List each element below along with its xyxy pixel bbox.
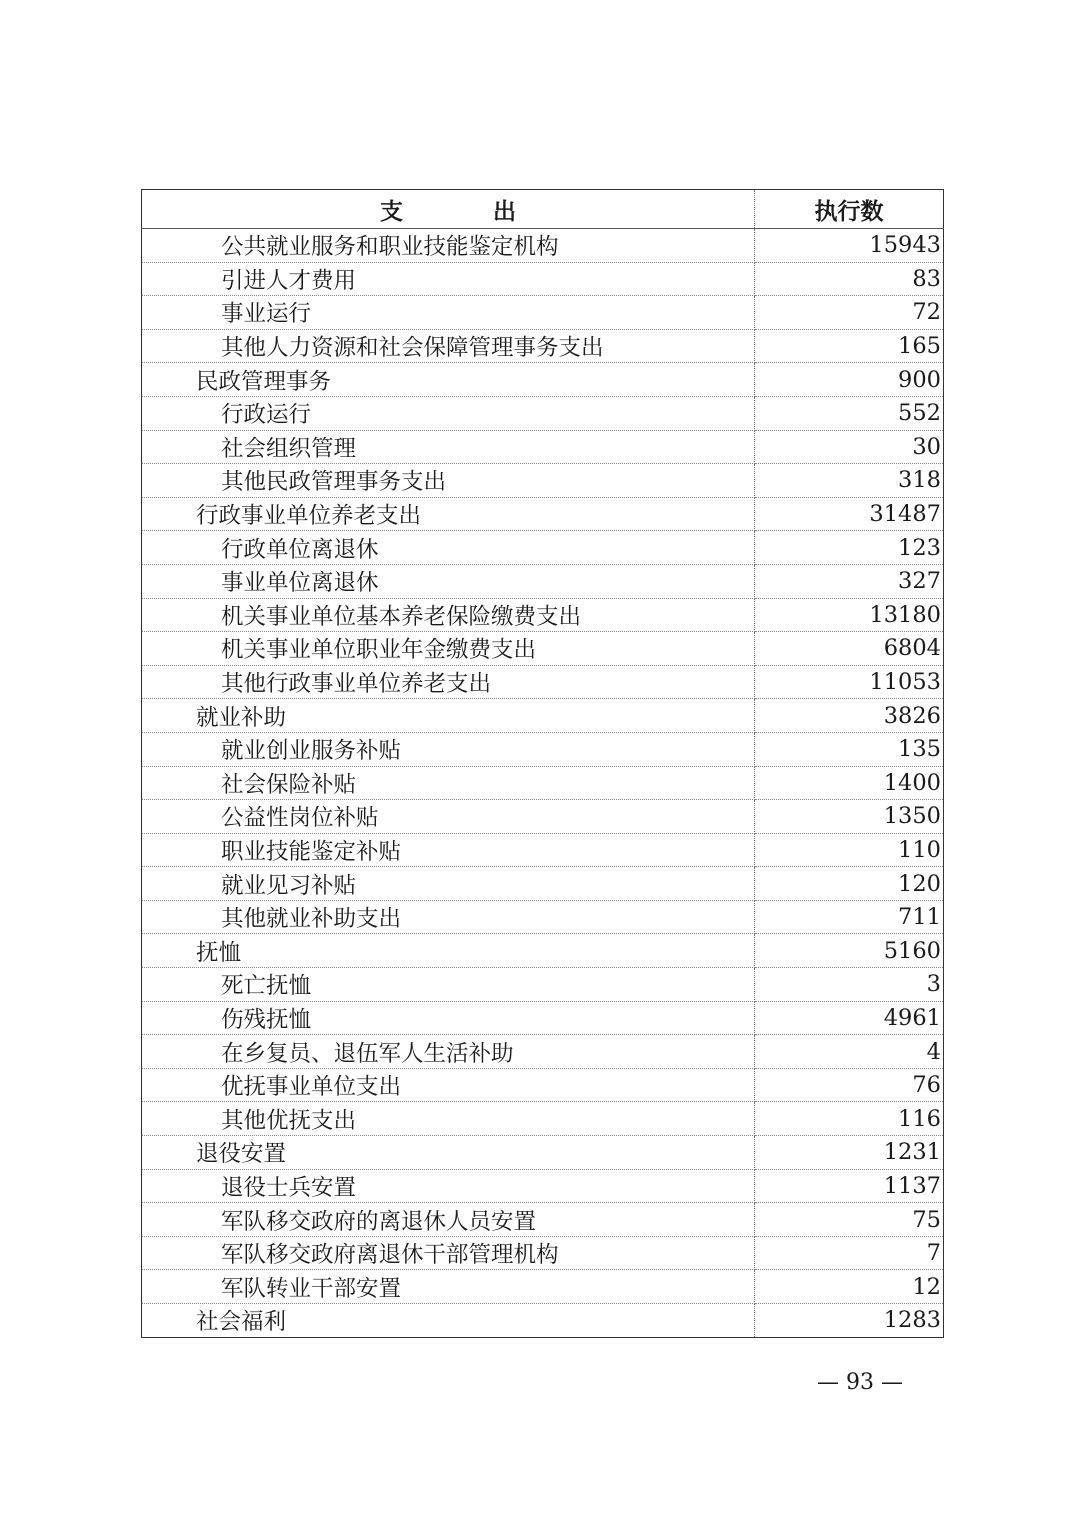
table-row [142, 464, 944, 498]
amount-cell: 120 [755, 867, 944, 901]
table-row [142, 632, 944, 666]
category-name-cell: 退役安置 [142, 1136, 755, 1170]
amount-cell: 552 [755, 396, 944, 430]
item-name-cell: 死亡抚恤 [142, 968, 755, 1002]
item-name-cell: 就业创业服务补贴 [142, 732, 755, 766]
amount-cell: 30 [755, 430, 944, 464]
table-row [142, 296, 944, 330]
amount-cell: 327 [755, 564, 944, 598]
amount-cell: 75 [755, 1203, 944, 1237]
category-name-cell: 行政事业单位养老支出 [142, 497, 755, 531]
table-row [142, 1236, 944, 1270]
table-header-row [142, 190, 944, 229]
table-row [142, 1136, 944, 1170]
expenditure-table [141, 189, 944, 1338]
category-name-cell: 民政管理事务 [142, 363, 755, 397]
table-row [142, 1169, 944, 1203]
table-row [142, 396, 944, 430]
amount-cell: 135 [755, 732, 944, 766]
table-row [142, 1068, 944, 1102]
amount-cell: 83 [755, 262, 944, 296]
item-name-cell: 其他民政管理事务支出 [142, 464, 755, 498]
amount-cell: 12 [755, 1270, 944, 1304]
table-row [142, 1304, 944, 1338]
table-row [142, 1001, 944, 1035]
item-name-cell: 行政单位离退休 [142, 531, 755, 565]
amount-cell: 110 [755, 833, 944, 867]
table-row [142, 867, 944, 901]
amount-cell: 72 [755, 296, 944, 330]
amount-cell: 711 [755, 900, 944, 934]
table-row [142, 564, 944, 598]
item-name-cell: 军队移交政府的离退休人员安置 [142, 1203, 755, 1237]
item-name-cell: 引进人才费用 [142, 262, 755, 296]
item-name-cell: 公益性岗位补贴 [142, 800, 755, 834]
table-row [142, 497, 944, 531]
amount-cell: 76 [755, 1068, 944, 1102]
amount-cell: 1400 [755, 766, 944, 800]
amount-cell: 165 [755, 329, 944, 363]
category-name-cell: 就业补助 [142, 699, 755, 733]
table-row [142, 968, 944, 1002]
amount-cell: 4 [755, 1035, 944, 1069]
item-name-cell: 机关事业单位职业年金缴费支出 [142, 632, 755, 666]
amount-cell: 6804 [755, 632, 944, 666]
item-name-cell: 公共就业服务和职业技能鉴定机构 [142, 229, 755, 263]
item-name-cell: 事业运行 [142, 296, 755, 330]
item-name-cell: 事业单位离退休 [142, 564, 755, 598]
amount-cell: 1350 [755, 800, 944, 834]
amount-cell: 4961 [755, 1001, 944, 1035]
table-row [142, 732, 944, 766]
item-name-cell: 行政运行 [142, 396, 755, 430]
category-name-cell: 抚恤 [142, 934, 755, 968]
item-name-cell: 在乡复员、退伍军人生活补助 [142, 1035, 755, 1069]
item-name-cell: 军队移交政府离退休干部管理机构 [142, 1236, 755, 1270]
column-header-expenditure: 支出 [142, 190, 755, 229]
table-row [142, 1035, 944, 1069]
table-row [142, 1270, 944, 1304]
table-row [142, 665, 944, 699]
amount-cell: 13180 [755, 598, 944, 632]
item-name-cell: 就业见习补贴 [142, 867, 755, 901]
item-name-cell: 其他行政事业单位养老支出 [142, 665, 755, 699]
table-row [142, 229, 944, 263]
amount-cell: 900 [755, 363, 944, 397]
amount-cell: 116 [755, 1102, 944, 1136]
table-row [142, 262, 944, 296]
item-name-cell: 优抚事业单位支出 [142, 1068, 755, 1102]
item-name-cell: 社会组织管理 [142, 430, 755, 464]
table-row [142, 329, 944, 363]
amount-cell: 1231 [755, 1136, 944, 1170]
amount-cell: 123 [755, 531, 944, 565]
table-row [142, 1203, 944, 1237]
table-row [142, 363, 944, 397]
table-row [142, 833, 944, 867]
item-name-cell: 社会保险补贴 [142, 766, 755, 800]
table-row [142, 900, 944, 934]
table-row [142, 598, 944, 632]
amount-cell: 1137 [755, 1169, 944, 1203]
item-name-cell: 机关事业单位基本养老保险缴费支出 [142, 598, 755, 632]
amount-cell: 3 [755, 968, 944, 1002]
table-row [142, 800, 944, 834]
item-name-cell: 其他就业补助支出 [142, 900, 755, 934]
item-name-cell: 伤残抚恤 [142, 1001, 755, 1035]
amount-cell: 15943 [755, 229, 944, 263]
amount-cell: 31487 [755, 497, 944, 531]
amount-cell: 1283 [883, 1307, 941, 1334]
category-name-cell: 社会福利 [142, 1304, 755, 1338]
page-number: — 93 — [817, 1370, 903, 1395]
item-name-cell: 其他人力资源和社会保障管理事务支出 [142, 329, 755, 363]
item-name-cell: 职业技能鉴定补贴 [142, 833, 755, 867]
amount-cell: 5160 [755, 934, 944, 968]
amount-cell: 3826 [755, 699, 944, 733]
table-row [142, 1102, 944, 1136]
table-row [142, 531, 944, 565]
item-name-cell: 退役士兵安置 [142, 1169, 755, 1203]
column-header-executed-amount: 执行数 [755, 190, 944, 229]
table-row [142, 766, 944, 800]
amount-cell: 318 [755, 464, 944, 498]
table-row [142, 699, 944, 733]
item-name-cell: 军队转业干部安置 [142, 1270, 755, 1304]
item-name-cell: 其他优抚支出 [142, 1102, 755, 1136]
table-row [142, 934, 944, 968]
amount-cell: 11053 [755, 665, 944, 699]
amount-cell: 7 [755, 1236, 944, 1270]
table-body [142, 229, 944, 1338]
table-row [142, 430, 944, 464]
